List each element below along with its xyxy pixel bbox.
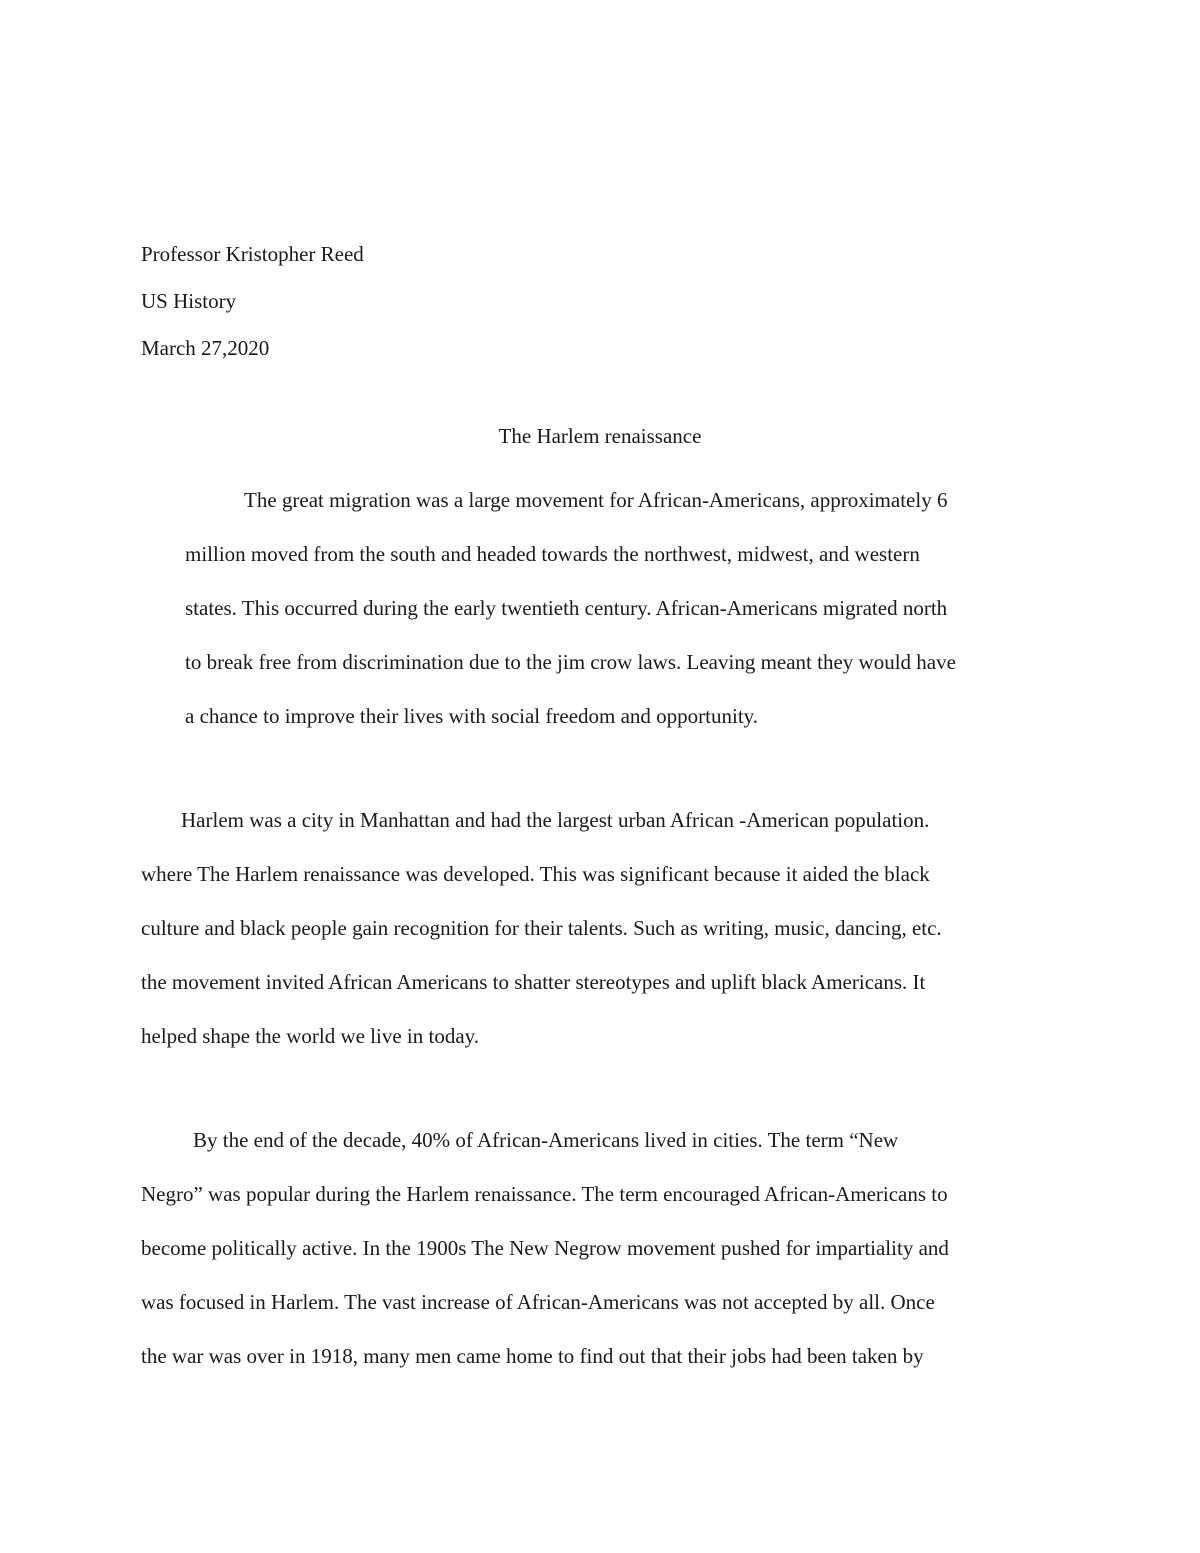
paragraph-line: Negro” was popular during the Harlem renaissance. The term encouraged African-Americans to xyxy=(141,1182,948,1206)
professor-name: Professor Kristopher Reed xyxy=(141,242,364,266)
paragraph-line: the war was over in 1918, many men came home to find out that their jobs had been taken by xyxy=(141,1344,924,1368)
paragraph-line: to break free from discrimination due to the jim crow laws. Leaving meant they would have xyxy=(185,650,956,674)
paragraph-line: helped shape the world we live in today. xyxy=(141,1024,480,1048)
paragraph-line: was focused in Harlem. The vast increase of African-Americans was not accepted by all. Once xyxy=(141,1290,935,1314)
course-name: US History xyxy=(141,289,237,313)
paragraph-line: The great migration was a large movement for African-Americans, approximately 6 xyxy=(244,488,948,512)
document-date: March 27,2020 xyxy=(141,336,270,360)
paragraph-line: By the end of the decade, 40% of African-Americans lived in cities. The term “New xyxy=(193,1128,899,1152)
paragraph-line: a chance to improve their lives with social freedom and opportunity. xyxy=(185,704,759,728)
paragraph-line: states. This occurred during the early twentieth century. African-Americans migrated north xyxy=(185,596,948,620)
essay-title: The Harlem renaissance xyxy=(498,424,702,448)
paragraph-line: Harlem was a city in Manhattan and had the largest urban African -American population. xyxy=(181,808,930,832)
paragraph-line: culture and black people gain recognition for their talents. Such as writing, music, dancing, etc. xyxy=(141,916,942,940)
paragraph-line: the movement invited African Americans to shatter stereotypes and uplift black Americans. It xyxy=(141,970,926,994)
paragraph-line: million moved from the south and headed towards the northwest, midwest, and western xyxy=(185,542,920,566)
paragraph-line: where The Harlem renaissance was developed. This was significant because it aided the black xyxy=(141,862,930,886)
paragraph-line: become politically active. In the 1900s The New Negrow movement pushed for impartiality and xyxy=(141,1236,949,1260)
